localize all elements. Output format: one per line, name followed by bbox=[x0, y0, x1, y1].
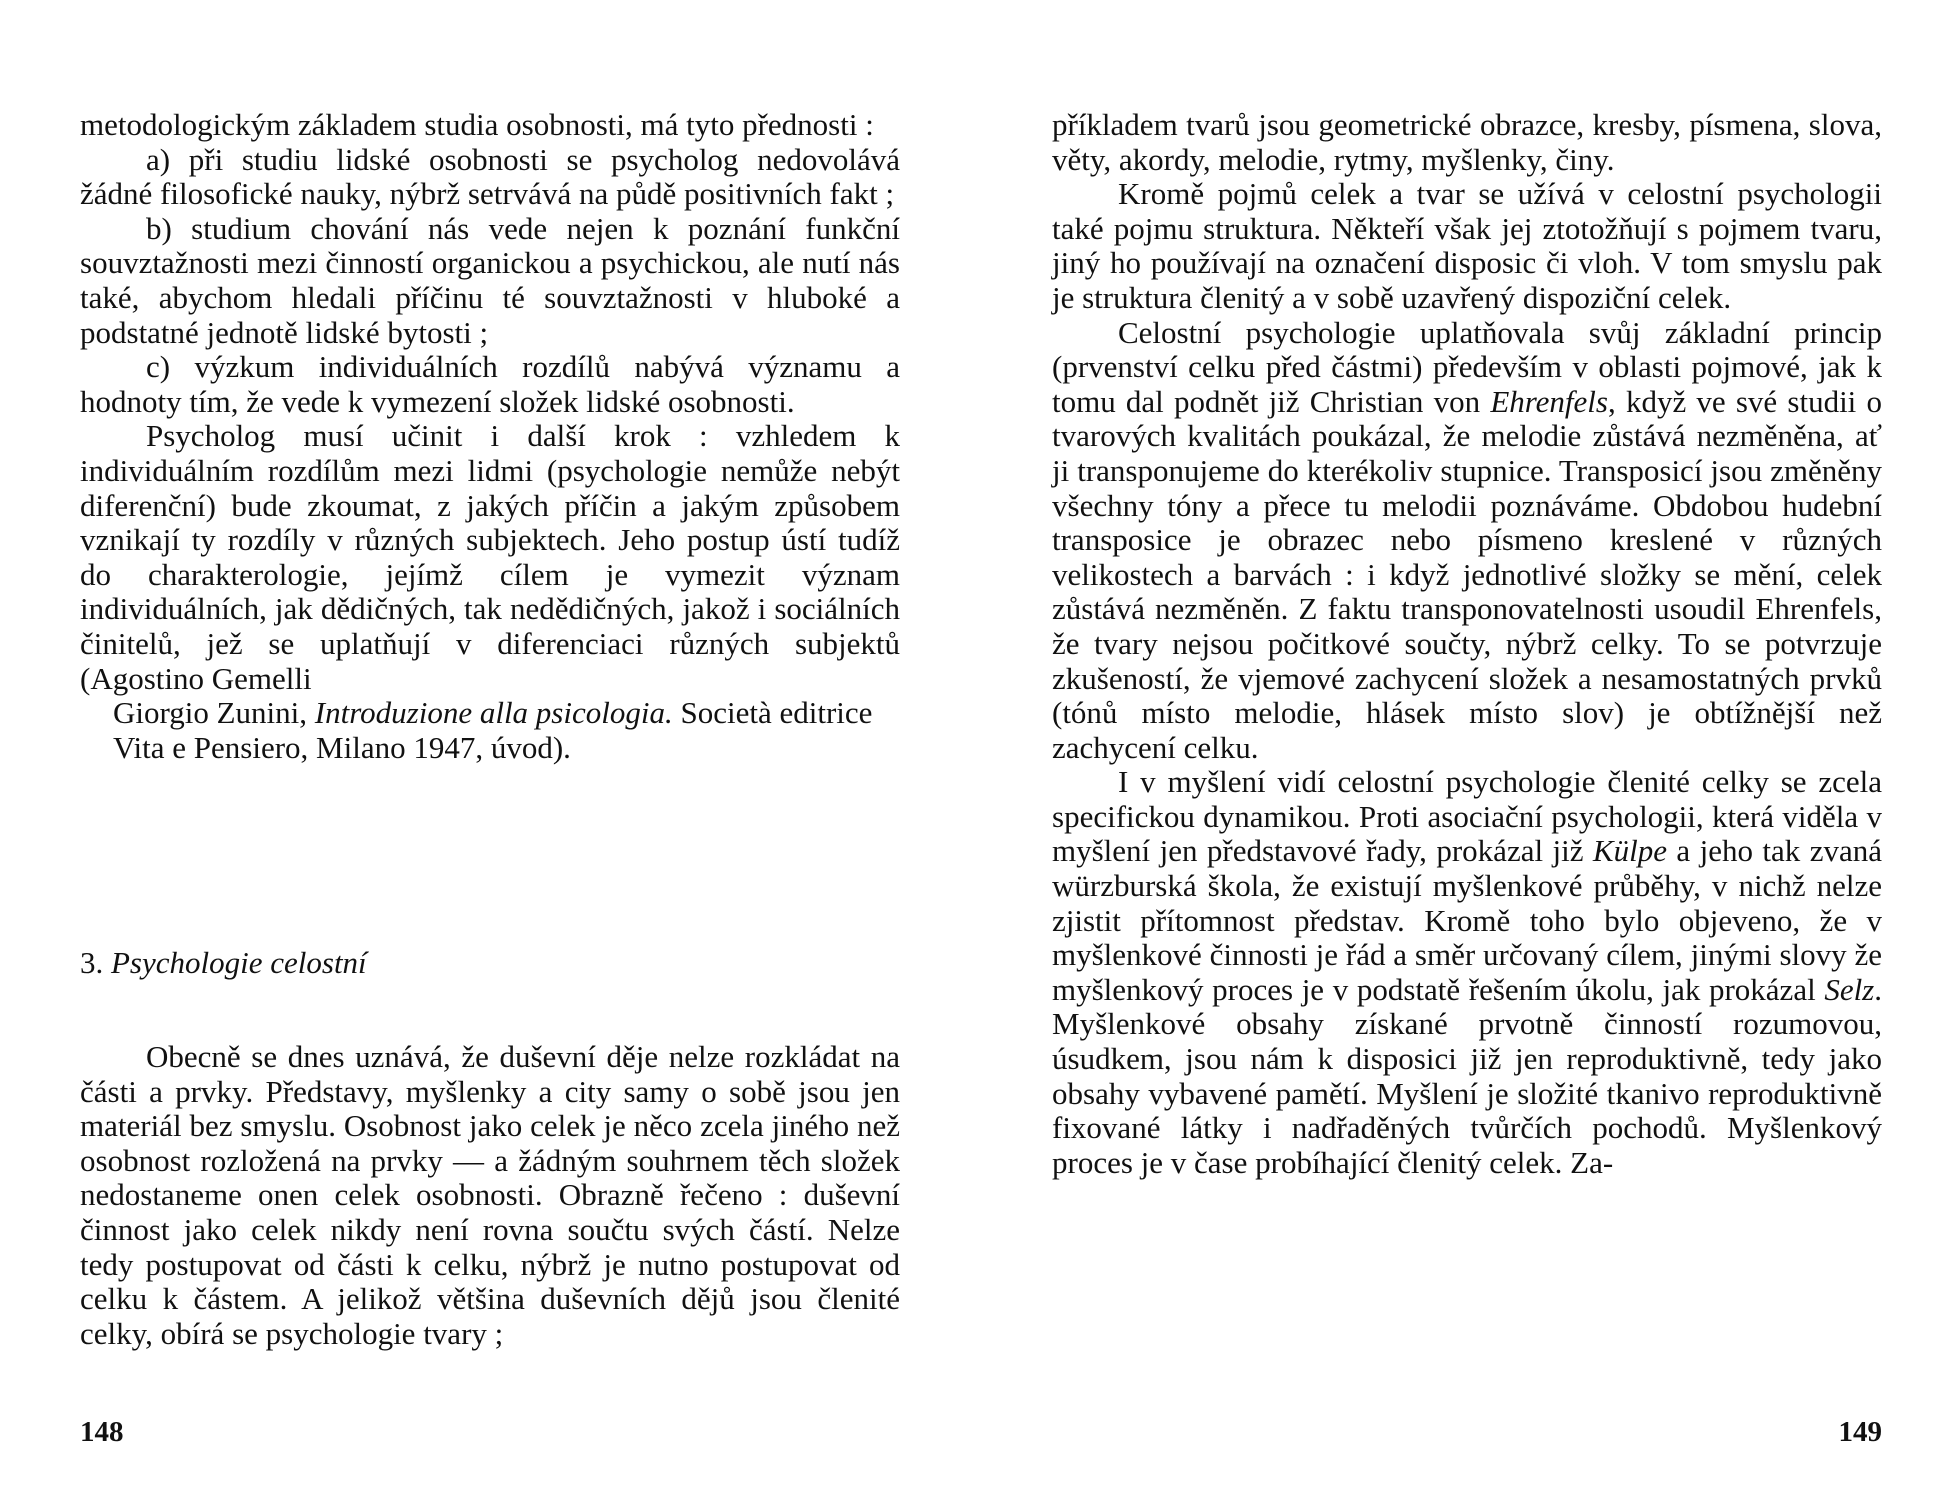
book-title: Introduzione alla psicologia. bbox=[314, 695, 673, 731]
text-span: Celostní psychologie uplatňovala svůj základní princip (prvenství celku před částmi) především v oblasti pojmové, jak k tomu dal podnět již Christian von bbox=[1052, 314, 1882, 419]
paragraph: a) při studiu lidské osobnosti se psycholog nedovolává žádné filosofické nauky, nýbrž setrvává na půdě positivních fakt ; bbox=[80, 141, 900, 212]
paragraph: Psycholog musí učinit i další krok : vzhledem k individuálním rozdílům mezi lidmi (psychologie nemůže nebýt diferenční) bude zkoumat, z jakých příčin a jakým způsobem vznikají ty rozdíly v různých subjektech. Jeho postup ústí tudíž do charakterologie, jejímž cílem je vymezit význam individuálních, jak dědičných, tak nedědičných, jakož i sociálních činitelů, jež se uplatňují v diferenciaci různých subjektů (Agostino Gemelli bbox=[80, 418, 900, 696]
person-name: Külpe bbox=[1592, 833, 1667, 869]
section-heading bbox=[80, 946, 367, 981]
text-span: , když ve své studii o tvarových kvalitách poukázal, že melodie zůstává nezměněna, ať ji transponujeme do kterékoliv stupnice. Transposicí jsou změněny všechny tóny a přece tu melodii poznáváme. Obdobou hudební transposice je obrazec nebo písmeno kreslené v různých velikostech a barvách : i když jednotlivé složky se mění, celek zůstává nezměněn. Z faktu transponovatelnosti usoudil Ehrenfels, že tvary nejsou počitkové součty, nýbrž celky. To se potvrzuje zkušeností, že vjemové zachycení složek a nesamostatných prvků (tónů místo melodie, hlásek místo slov) je obtížnější než zachycení celku. bbox=[1052, 383, 1882, 765]
citation-text: Giorgio Zunini, bbox=[113, 695, 315, 731]
citation-text: Società editrice Vita e Pensiero, Milano 1947, úvod). bbox=[113, 695, 873, 765]
section-title: Psychologie celostní bbox=[111, 945, 367, 980]
paragraph: Kromě pojmů celek a tvar se užívá v celostní psychologii také pojmu struktura. Někteří však jej ztotožňují s pojmem tvaru, jiný ho používají na označení disposic či vloh. V tom smyslu pak je struktura členitý a v sobě uzavřený dispoziční celek. bbox=[1052, 176, 1882, 315]
citation-line bbox=[80, 696, 900, 765]
text-span: . Myšlenkové obsahy získané prvotně činností rozumovou, úsudkem, jsou nám k disposici již jen reproduktivně, tedy jako obsahy vybavené pamětí. Myšlení je složité tkanivo reproduktivně fixované látky i nadřaděných tvůrčích pochodů. Myšlenkový proces je v čase probíhající členitý celek. Za- bbox=[1052, 971, 1882, 1180]
section-body bbox=[80, 1040, 900, 1351]
paragraph: příkladem tvarů jsou geometrické obrazce, kresby, písmena, slova, věty, akordy, melodie, rytmy, myšlenky, činy. bbox=[1052, 107, 1882, 177]
paragraph: c) výzkum individuálních rozdílů nabývá významu a hodnoty tím, že vede k vymezení složek lidské osobnosti. bbox=[80, 349, 900, 419]
text-span: a jeho tak zvaná würzburská škola, že existují myšlenkové průběhy, v nichž nelze zjistit přítomnost představ. Kromě toho bylo objeveno, že v myšlenkové činnosti je řád a směr určovaný cílem, jinými slovy že myšlenkový proces je v podstatě řešením úkolu, jak prokázal bbox=[1052, 833, 1882, 1007]
right-page-text bbox=[1052, 108, 1882, 1180]
page-number: 149 bbox=[1838, 1416, 1882, 1448]
paragraph bbox=[1052, 316, 1882, 766]
section-number: 3. bbox=[80, 945, 104, 980]
paragraph bbox=[1052, 765, 1882, 1180]
person-name: Selz bbox=[1824, 971, 1875, 1007]
paragraph: metodologickým základem studia osobnosti, má tyto přednosti : bbox=[80, 107, 874, 142]
text-span: I v myšlení vidí celostní psychologie členité celky se zcela specifickou dynamikou. Proti asociační psychologii, která viděla v myšlení jen představové řady, prokázal již bbox=[1052, 764, 1882, 869]
left-page-text bbox=[80, 108, 900, 765]
paragraph: Obecně se dnes uznává, že duševní děje nelze rozkládat na části a prvky. Představy, myšlenky a city samy o sobě jsou jen materiál bez smyslu. Osobnost jako celek je něco zcela jiného než osobnost rozložená na prvky — a žádným souhrnem těch složek nedostaneme onen celek osobnosti. Obrazně řečeno : duševní činnost jako celek nikdy není rovna součtu svých částí. Nelze tedy postupovat od části k celku, nýbrž je nutno postupovat od celku k částem. A jelikož většina duševních dějů jsou členité celky, obírá se psychologie tvary ; bbox=[80, 1039, 900, 1351]
person-name: Ehrenfels bbox=[1490, 383, 1608, 419]
paragraph: b) studium chování nás vede nejen k poznání funkční souvztažnosti mezi činností organickou a psychickou, ale nutí nás také, abychom hledali příčinu té souvztažnosti v hluboké a podstatné jednotě lidské bytosti ; bbox=[80, 210, 900, 350]
page-number: 148 bbox=[80, 1416, 124, 1448]
